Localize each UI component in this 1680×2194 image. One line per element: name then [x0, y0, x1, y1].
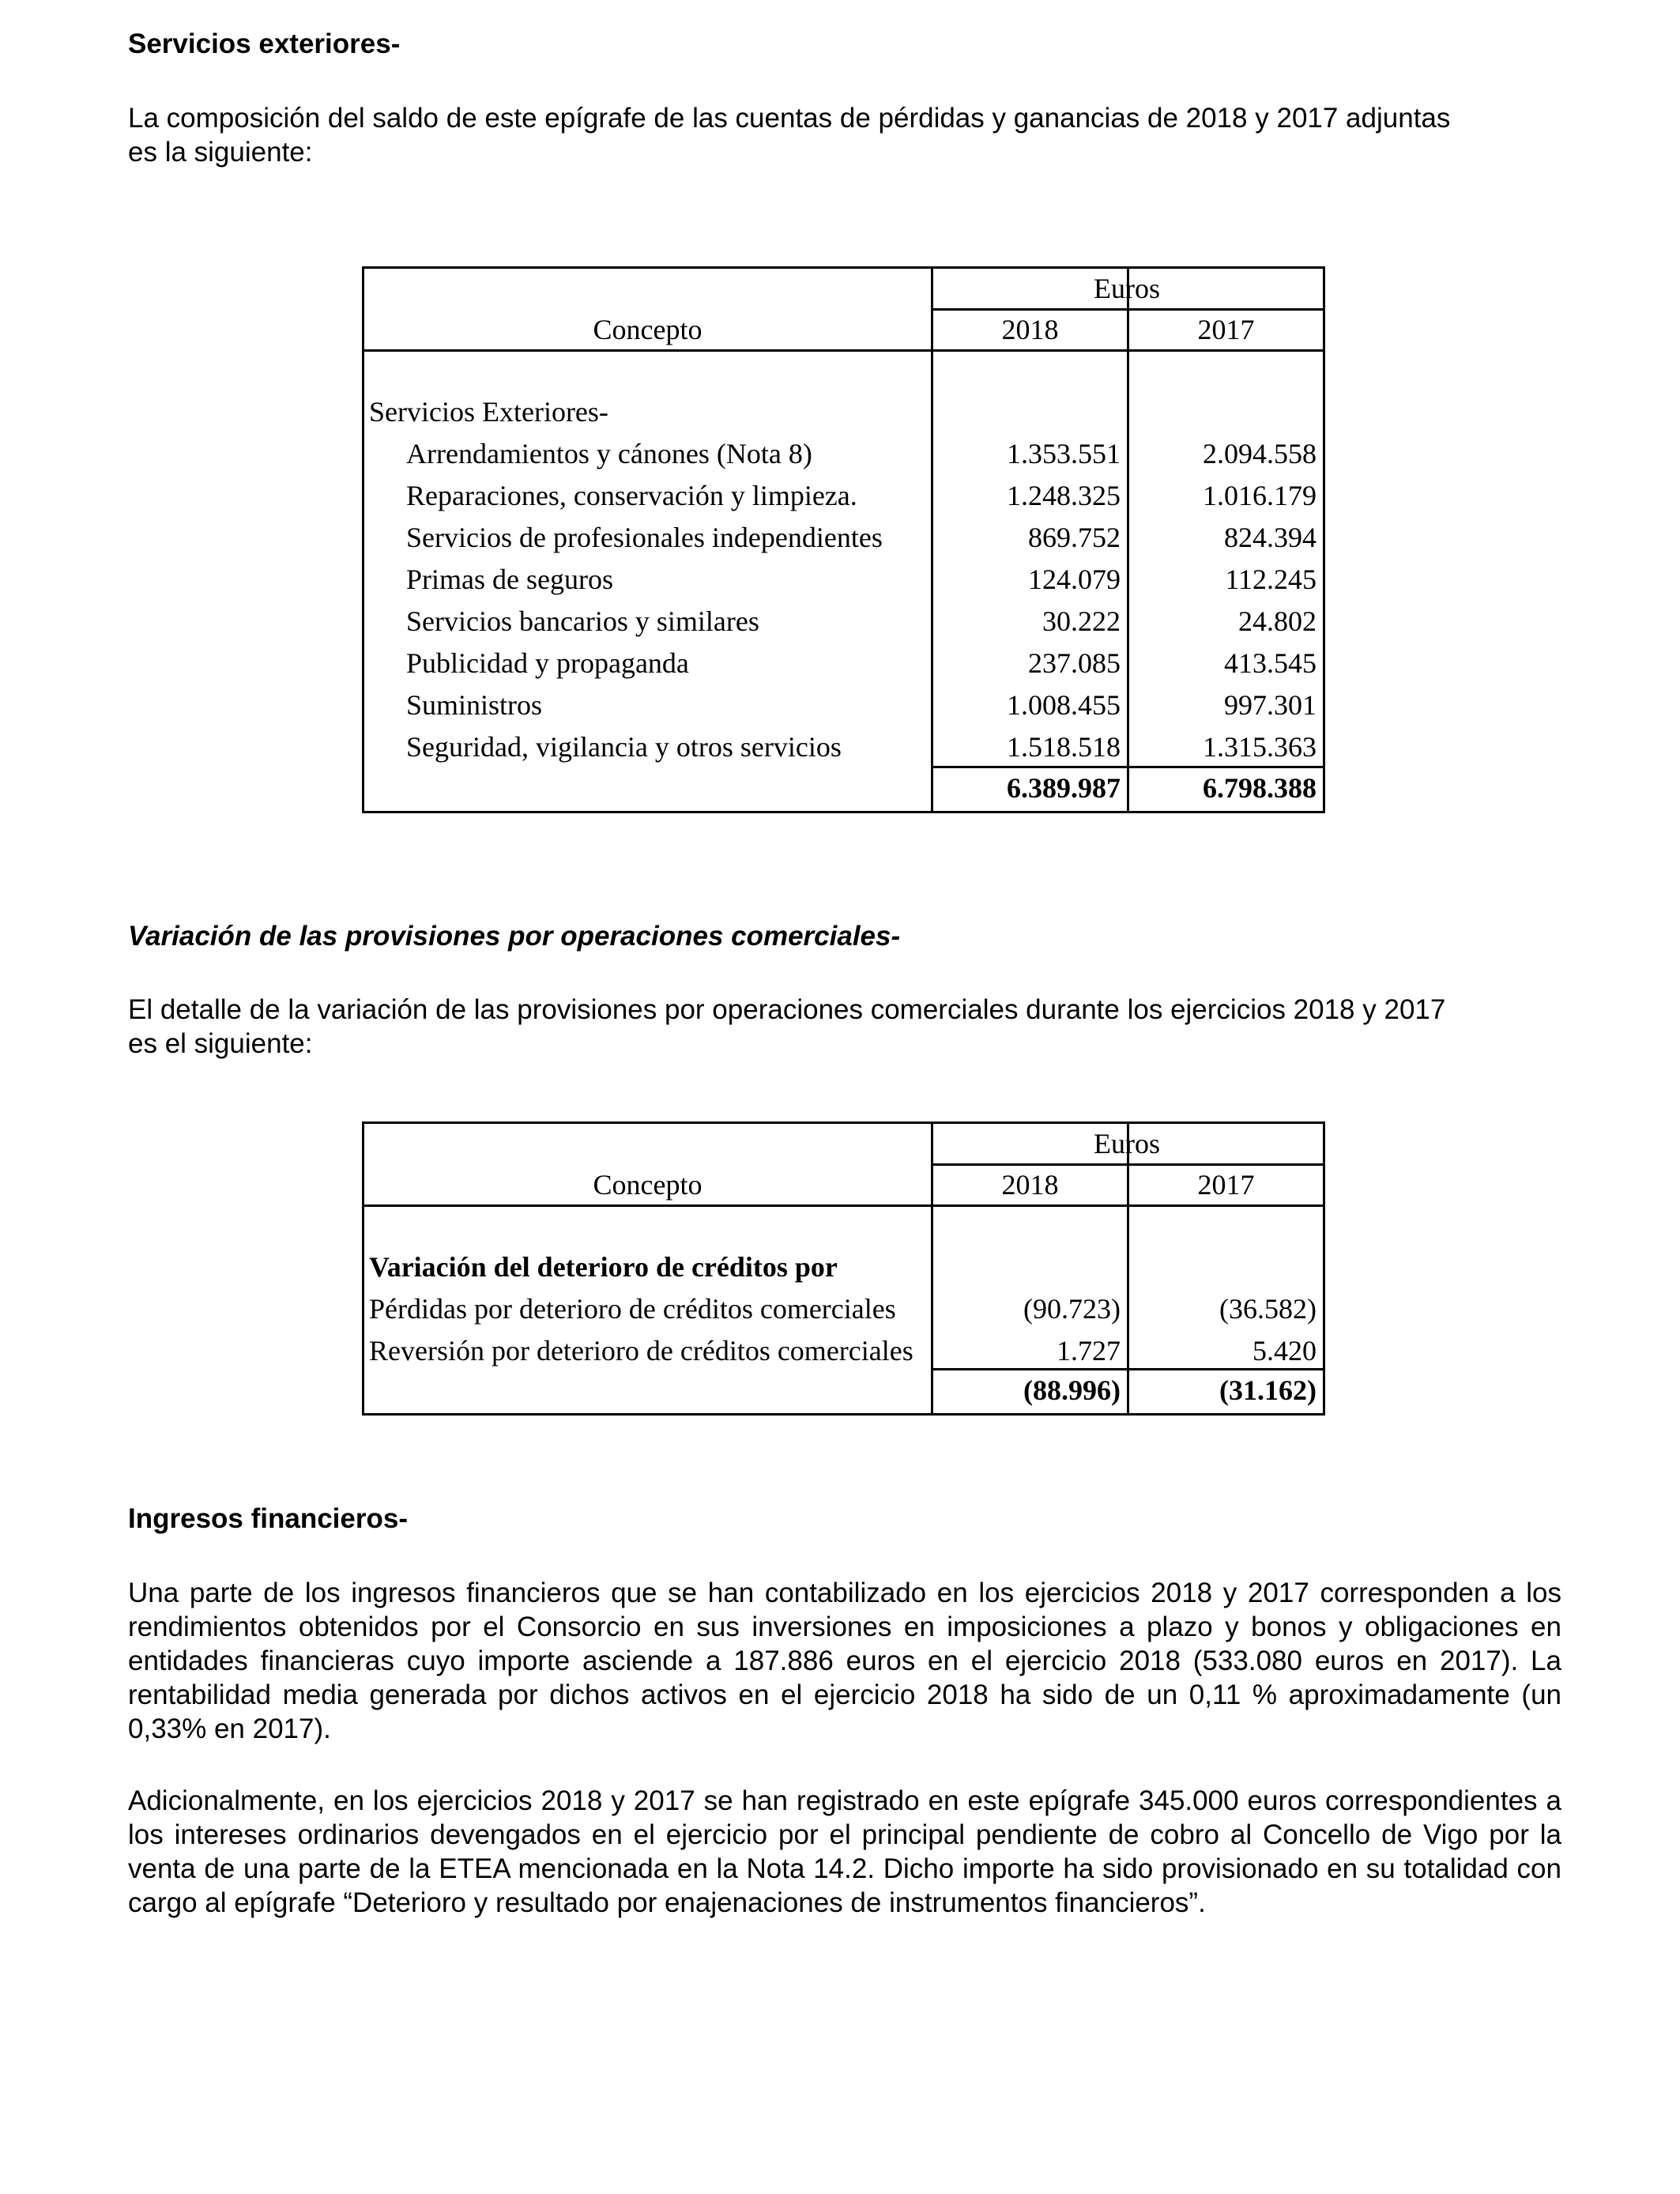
section-heading-servicios-exteriores: Servicios exteriores- — [128, 28, 401, 59]
table-divider — [364, 349, 1323, 352]
table-row-concept: Reversión por deterioro de créditos comerciales — [369, 1335, 913, 1367]
table-total-2018: 6.389.987 — [1007, 772, 1121, 804]
column-header-2018: 2018 — [1001, 1169, 1059, 1201]
table-cell-2017: 824.394 — [1224, 522, 1317, 553]
column-header-2017: 2017 — [1197, 314, 1255, 345]
intro-line-1: El detalle de la variación de las provisiones por operaciones comerciales durante los ejercicios 2018 y 2017 — [128, 994, 1446, 1025]
section-heading-variacion-provisiones: Variación de las provisiones por operaciones comerciales- — [128, 921, 901, 952]
table-cell-2018: 869.752 — [1028, 522, 1121, 553]
table-total-2017: 6.798.388 — [1203, 772, 1317, 804]
table-cell-2017: 5.420 — [1252, 1335, 1317, 1367]
table-total-2017: (31.162) — [1219, 1374, 1317, 1406]
table-total-2018: (88.996) — [1023, 1374, 1121, 1406]
table-cell-2017: 413.545 — [1224, 647, 1317, 679]
table-cell-2017: 1.016.179 — [1203, 480, 1317, 511]
table-cell-2017: 997.301 — [1224, 689, 1317, 721]
column-header-2017: 2017 — [1197, 1169, 1255, 1201]
table-cell-2018: 1.518.518 — [1007, 731, 1121, 763]
intro-line-1: La composición del saldo de este epígrafe de las cuentas de pérdidas y ganancias de 2018 y 2017 adjuntas — [128, 103, 1451, 134]
table-cell-2018: 1.727 — [1057, 1335, 1121, 1367]
table-row-concept: Seguridad, vigilancia y otros servicios — [406, 731, 842, 763]
table-variacion-provisiones — [362, 1122, 1325, 1416]
table-section-label: Variación del deterioro de créditos por — [369, 1251, 838, 1283]
column-group-header: Euros — [1094, 1128, 1160, 1159]
table-cell-2017: 1.315.363 — [1203, 731, 1317, 763]
table-divider — [931, 308, 1323, 311]
table-cell-2018: 1.248.325 — [1007, 480, 1121, 511]
section-heading-ingresos-financieros: Ingresos financieros- — [128, 1503, 408, 1534]
table-cell-2018: 30.222 — [1042, 605, 1121, 637]
table-row-concept: Pérdidas por deterioro de créditos comerciales — [369, 1293, 896, 1325]
table-row-concept: Suministros — [406, 689, 543, 721]
table-cell-2018: 124.079 — [1028, 564, 1121, 595]
table-section-label: Servicios Exteriores- — [369, 396, 608, 428]
table-row-concept: Reparaciones, conservación y limpieza. — [406, 480, 857, 511]
table-divider — [931, 1368, 1323, 1370]
table-row-concept: Arrendamientos y cánones (Nota 8) — [406, 438, 812, 469]
column-header-concepto: Concepto — [593, 314, 703, 345]
table-cell-2018: 1.353.551 — [1007, 438, 1121, 469]
table-cell-2017: 24.802 — [1238, 605, 1317, 637]
table-row-concept: Primas de seguros — [406, 564, 613, 595]
paragraph-ingresos-1: Una parte de los ingresos financieros que se han contabilizado en los ejercicios 2018 y 2017 corresponden a los rendimientos obtenidos por el Consorcio en sus inversiones en imposiciones a plazo y bonos y obligaciones en entidades financieras cuyo importe asciende a 187.886 euros en el ejercicio 2018 (533.080 euros en 2017). La rentabilidad media generada por dichos activos en el ejercicio 2018 ha sido de un 0,11 % aproximadamente (un 0,33% en 2017). — [128, 1578, 1561, 1744]
column-header-2018: 2018 — [1001, 314, 1059, 345]
table-cell-2018: (90.723) — [1023, 1293, 1121, 1325]
table-row-concept: Publicidad y propaganda — [406, 647, 689, 679]
table-row-concept: Servicios bancarios y similares — [406, 605, 759, 637]
intro-paragraph-servicios — [128, 101, 1561, 169]
table-cell-2018: 1.008.455 — [1007, 689, 1121, 721]
table-cell-2017: 112.245 — [1225, 564, 1317, 595]
intro-line-2: es el siguiente: — [128, 1028, 313, 1059]
table-row-concept: Servicios de profesionales independientes — [406, 522, 883, 553]
column-header-concepto: Concepto — [593, 1169, 703, 1201]
table-divider — [931, 766, 1323, 768]
table-divider — [931, 1163, 1323, 1166]
table-cell-2018: 237.085 — [1028, 647, 1121, 679]
table-servicios-exteriores — [362, 266, 1325, 813]
paragraph-ingresos-2: Adicionalmente, en los ejercicios 2018 y 2017 se han registrado en este epígrafe 345.000 euros correspondientes a los intereses ordinarios devengados en el ejercicio por el principal pendiente de cobro al Concello de Vigo por la venta de una parte de la ETEA mencionada en la Nota 14.2. Dicho importe ha sido provisionado en su totalidad con cargo al epígrafe “Deterioro y resultado por enajenaciones de instrumentos financieros”. — [128, 1785, 1561, 1918]
table-cell-2017: (36.582) — [1219, 1293, 1317, 1325]
table-cell-2017: 2.094.558 — [1203, 438, 1317, 469]
column-group-header: Euros — [1094, 273, 1160, 304]
table-divider — [364, 1204, 1323, 1207]
intro-paragraph-provisiones — [128, 993, 1561, 1061]
intro-line-2: es la siguiente: — [128, 137, 313, 168]
